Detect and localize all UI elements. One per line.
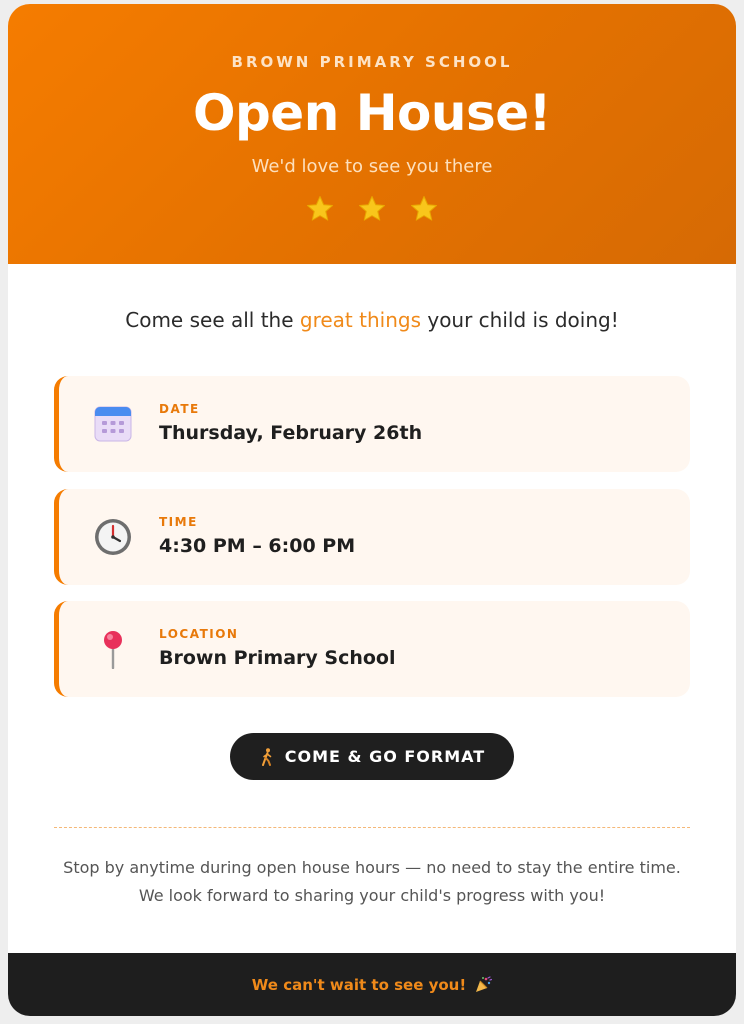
star-row — [8, 194, 736, 224]
time-card — [54, 489, 690, 585]
format-pill-label: COME & GO FORMAT — [284, 747, 486, 766]
time-value: 4:30 PM – 6:00 PM — [159, 535, 356, 557]
intro-text — [8, 308, 736, 332]
calendar-icon — [93, 404, 133, 444]
location-label: LOCATION — [159, 627, 239, 641]
note-line-1: Stop by anytime during open house hours — no need to stay the entire time. — [63, 858, 681, 877]
date-value: Thursday, February 26th — [159, 422, 423, 444]
note-line-2: We look forward to sharing your child's progress with you! — [138, 886, 606, 905]
star-icon — [305, 194, 335, 224]
intro-before: Come see all the — [125, 308, 300, 332]
walking-person-icon — [259, 748, 275, 766]
clock-icon — [93, 517, 133, 557]
location-value: Brown Primary School — [159, 647, 396, 669]
star-icon — [357, 194, 387, 224]
dashed-divider — [54, 827, 690, 828]
date-card — [54, 376, 690, 472]
page-title: Open House! — [193, 84, 551, 142]
star-icon — [409, 194, 439, 224]
footer-text: We can't wait to see you! — [251, 975, 467, 994]
school-name: BROWN PRIMARY SCHOOL — [231, 53, 513, 71]
date-label: DATE — [159, 402, 200, 416]
header-banner — [8, 4, 736, 264]
come-and-go-format-button[interactable] — [230, 733, 514, 780]
open-house-card — [8, 4, 736, 1016]
pin-icon — [93, 629, 133, 669]
subtitle: We'd love to see you there — [251, 156, 493, 177]
intro-after: your child is doing! — [421, 308, 619, 332]
footer-bar — [8, 953, 736, 1016]
time-label: TIME — [159, 515, 198, 529]
intro-highlight: great things — [299, 308, 421, 332]
location-card — [54, 601, 690, 697]
party-popper-icon — [474, 976, 492, 994]
